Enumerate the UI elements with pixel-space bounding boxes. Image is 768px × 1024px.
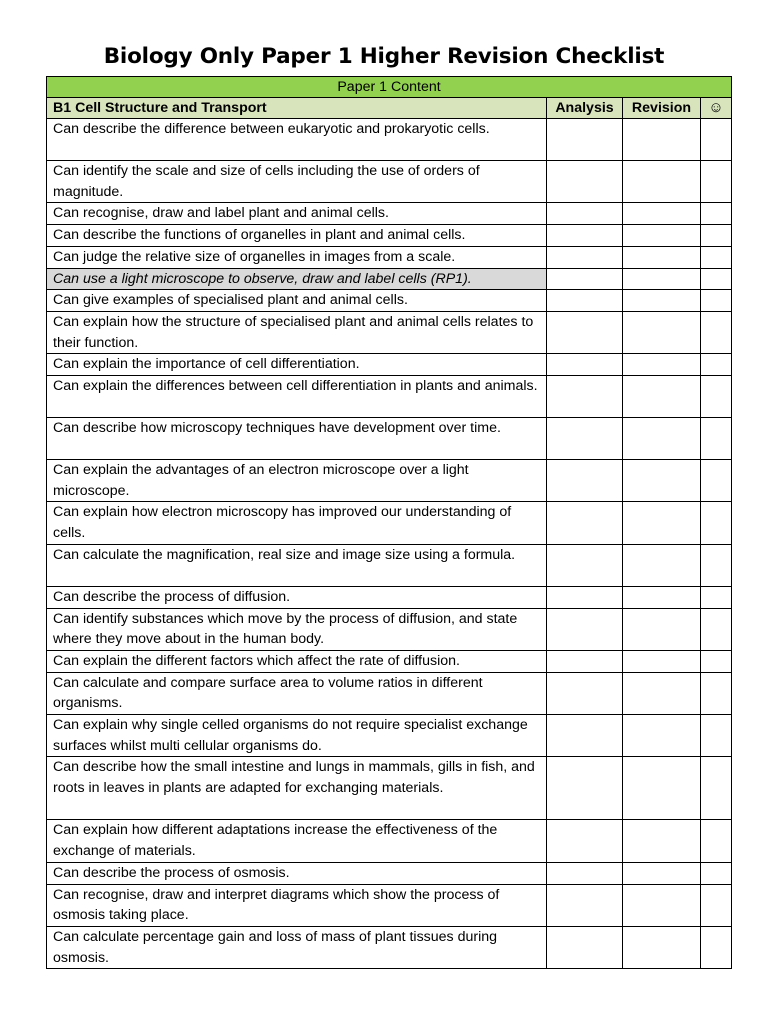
checklist-item-text: Can explain why single celled organisms do not require specialist exchange surfaces whilst multi cellular organisms do.: [47, 715, 547, 757]
checklist-row: [47, 672, 732, 714]
smiley-cell[interactable]: [701, 246, 732, 268]
analysis-cell[interactable]: [547, 268, 623, 290]
revision-cell[interactable]: [623, 820, 701, 862]
checklist-row: [47, 544, 732, 586]
revision-cell[interactable]: [623, 502, 701, 544]
checklist-item-text: Can recognise, draw and label plant and animal cells.: [47, 203, 547, 225]
checklist-row: [47, 161, 732, 203]
analysis-cell[interactable]: [547, 608, 623, 650]
checklist-row: [47, 586, 732, 608]
revision-cell[interactable]: [623, 354, 701, 376]
checklist-row: [47, 862, 732, 884]
smiley-cell[interactable]: [701, 418, 732, 460]
checklist-item-text: Can describe the process of diffusion.: [47, 586, 547, 608]
checklist-item-text: Can explain how the structure of specialised plant and animal cells relates to their function.: [47, 311, 547, 353]
checklist-item-text: Can explain the different factors which affect the rate of diffusion.: [47, 650, 547, 672]
revision-cell[interactable]: [623, 119, 701, 161]
smiley-cell[interactable]: [701, 757, 732, 820]
checklist-row: [47, 820, 732, 862]
analysis-cell[interactable]: [547, 119, 623, 161]
analysis-cell[interactable]: [547, 820, 623, 862]
analysis-cell[interactable]: [547, 884, 623, 926]
checklist-row: [47, 225, 732, 247]
checklist-row: [47, 119, 732, 161]
analysis-cell[interactable]: [547, 418, 623, 460]
checklist-item-text: Can calculate the magnification, real size and image size using a formula.: [47, 544, 547, 586]
smiley-cell[interactable]: [701, 672, 732, 714]
smiley-cell[interactable]: [701, 650, 732, 672]
revision-cell[interactable]: [623, 715, 701, 757]
smiley-cell[interactable]: [701, 290, 732, 312]
checklist-item-text: Can explain the importance of cell differentiation.: [47, 354, 547, 376]
revision-cell[interactable]: [623, 290, 701, 312]
revision-cell[interactable]: [623, 884, 701, 926]
checklist-row: [47, 608, 732, 650]
checklist-item-text: Can use a light microscope to observe, draw and label cells (RP1).: [47, 268, 547, 290]
checklist-row: [47, 354, 732, 376]
revision-cell[interactable]: [623, 757, 701, 820]
analysis-cell[interactable]: [547, 290, 623, 312]
analysis-cell[interactable]: [547, 225, 623, 247]
checklist-item-text: Can explain how electron microscopy has improved our understanding of cells.: [47, 502, 547, 544]
smiley-cell[interactable]: [701, 502, 732, 544]
checklist-item-text: Can explain the advantages of an electron microscope over a light microscope.: [47, 460, 547, 502]
checklist-row: [47, 246, 732, 268]
analysis-cell[interactable]: [547, 203, 623, 225]
smiley-cell[interactable]: [701, 586, 732, 608]
revision-cell[interactable]: [623, 608, 701, 650]
smiley-cell[interactable]: [701, 884, 732, 926]
checklist-row: [47, 203, 732, 225]
smiley-cell[interactable]: [701, 376, 732, 418]
revision-cell[interactable]: [623, 460, 701, 502]
smiley-cell[interactable]: [701, 161, 732, 203]
smiley-cell[interactable]: [701, 862, 732, 884]
revision-cell[interactable]: [623, 376, 701, 418]
revision-checklist-table: [46, 76, 732, 969]
revision-cell[interactable]: [623, 926, 701, 968]
checklist-item-text: Can judge the relative size of organelles in images from a scale.: [47, 246, 547, 268]
revision-cell[interactable]: [623, 586, 701, 608]
revision-cell[interactable]: [623, 203, 701, 225]
analysis-cell[interactable]: [547, 715, 623, 757]
revision-cell[interactable]: [623, 311, 701, 353]
revision-cell[interactable]: [623, 268, 701, 290]
checklist-item-text: Can calculate and compare surface area to volume ratios in different organisms.: [47, 672, 547, 714]
content-header: Paper 1 Content: [47, 77, 732, 98]
smiley-cell[interactable]: [701, 203, 732, 225]
revision-cell[interactable]: [623, 672, 701, 714]
checklist-item-text: Can describe the functions of organelles in plant and animal cells.: [47, 225, 547, 247]
checklist-row: [47, 311, 732, 353]
checklist-item-text: Can explain how different adaptations increase the effectiveness of the exchange of materials.: [47, 820, 547, 862]
checklist-item-text: Can explain the differences between cell differentiation in plants and animals.: [47, 376, 547, 418]
checklist-row: [47, 376, 732, 418]
analysis-cell[interactable]: [547, 926, 623, 968]
checklist-row: [47, 757, 732, 820]
revision-cell[interactable]: [623, 862, 701, 884]
analysis-cell[interactable]: [547, 460, 623, 502]
checklist-item-text: Can describe how the small intestine and lungs in mammals, gills in fish, and roots in leaves in plants are adapted for exchanging materials.: [47, 757, 547, 820]
smiley-cell[interactable]: [701, 225, 732, 247]
revision-cell[interactable]: [623, 544, 701, 586]
revision-cell[interactable]: [623, 650, 701, 672]
checklist-item-text: Can describe the process of osmosis.: [47, 862, 547, 884]
checklist-item-text: Can describe the difference between eukaryotic and prokaryotic cells.: [47, 119, 547, 161]
analysis-cell[interactable]: [547, 354, 623, 376]
analysis-cell[interactable]: [547, 376, 623, 418]
analysis-cell[interactable]: [547, 672, 623, 714]
checklist-items: [47, 119, 732, 969]
revision-column-header: Revision: [623, 98, 701, 119]
analysis-cell[interactable]: [547, 161, 623, 203]
smiley-cell[interactable]: [701, 544, 732, 586]
content-header-row: [47, 77, 732, 98]
checklist-row: [47, 268, 732, 290]
checklist-row: [47, 290, 732, 312]
checklist-item-text: Can calculate percentage gain and loss of mass of plant tissues during osmosis.: [47, 926, 547, 968]
analysis-cell[interactable]: [547, 246, 623, 268]
smiley-cell[interactable]: [701, 608, 732, 650]
analysis-cell[interactable]: [547, 586, 623, 608]
checklist-item-text: Can describe how microscopy techniques have development over time.: [47, 418, 547, 460]
analysis-cell[interactable]: [547, 650, 623, 672]
checklist-row: [47, 884, 732, 926]
revision-cell[interactable]: [623, 246, 701, 268]
checklist-item-text: Can identify the scale and size of cells including the use of orders of magnitude.: [47, 161, 547, 203]
page-title: Biology Only Paper 1 Higher Revision Checklist: [103, 44, 665, 69]
analysis-cell[interactable]: [547, 862, 623, 884]
analysis-column-header: Analysis: [547, 98, 623, 119]
checklist-row: [47, 460, 732, 502]
checklist-row: [47, 418, 732, 460]
analysis-cell[interactable]: [547, 544, 623, 586]
smiley-cell[interactable]: [701, 354, 732, 376]
smiley-cell[interactable]: [701, 311, 732, 353]
checklist-item-text: Can identify substances which move by the process of diffusion, and state where they move about in the human body.: [47, 608, 547, 650]
revision-cell[interactable]: [623, 161, 701, 203]
analysis-cell[interactable]: [547, 311, 623, 353]
smiley-cell[interactable]: [701, 119, 732, 161]
smiley-icon: ☺: [708, 99, 724, 116]
checklist-row: [47, 650, 732, 672]
smiley-cell[interactable]: [701, 460, 732, 502]
analysis-cell[interactable]: [547, 502, 623, 544]
revision-cell[interactable]: [623, 225, 701, 247]
checklist-item-text: Can recognise, draw and interpret diagrams which show the process of osmosis taking place.: [47, 884, 547, 926]
section-header-row: [47, 98, 732, 119]
smiley-cell[interactable]: [701, 715, 732, 757]
smiley-cell[interactable]: [701, 268, 732, 290]
smiley-cell[interactable]: [701, 926, 732, 968]
smiley-cell[interactable]: [701, 820, 732, 862]
checklist-item-text: Can give examples of specialised plant and animal cells.: [47, 290, 547, 312]
checklist-row: [47, 715, 732, 757]
smiley-column-header: [701, 98, 732, 119]
revision-cell[interactable]: [623, 418, 701, 460]
analysis-cell[interactable]: [547, 757, 623, 820]
checklist-row: [47, 926, 732, 968]
checklist-row: [47, 502, 732, 544]
section-title: B1 Cell Structure and Transport: [47, 98, 547, 119]
